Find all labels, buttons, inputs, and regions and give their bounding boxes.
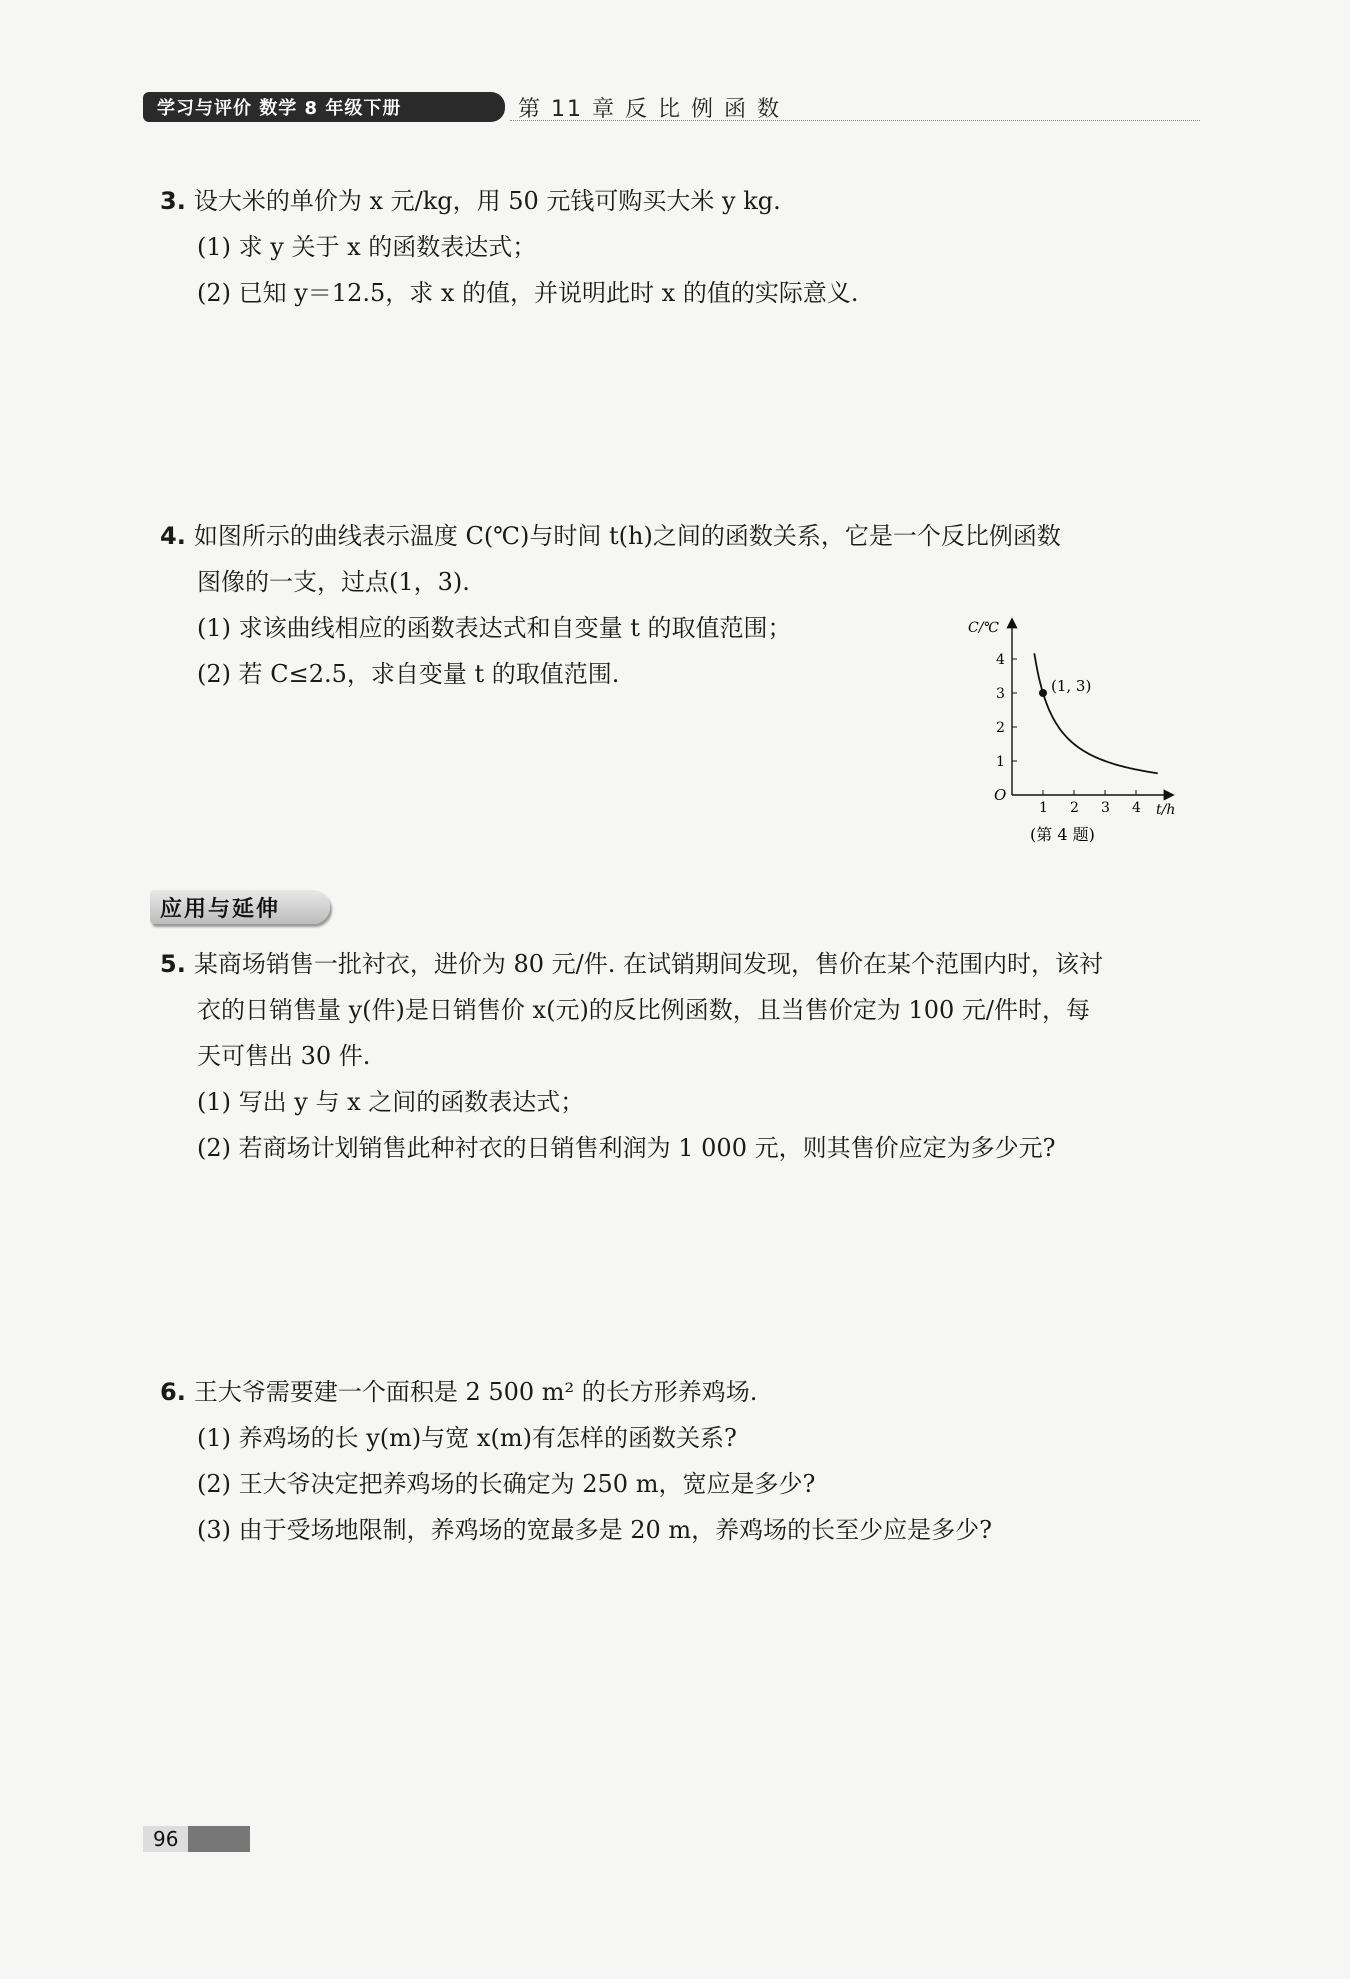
page-number: 96 bbox=[143, 1826, 250, 1852]
origin-label: O bbox=[994, 786, 1007, 804]
question-text: 王大爷需要建一个面积是 2 500 m² 的长方形养鸡场. bbox=[193, 1378, 758, 1406]
y-tick-label: 3 bbox=[996, 686, 1005, 702]
y-tick-label: 1 bbox=[996, 754, 1005, 770]
question-text-continued: 图像的一支，过点(1，3). bbox=[197, 568, 470, 596]
sub-question-1: (1) 求该曲线相应的函数表达式和自变量 t 的取值范围； bbox=[197, 614, 792, 642]
point-1-3 bbox=[1039, 689, 1047, 697]
x-tick-label: 1 bbox=[1039, 800, 1048, 816]
question-4-graph bbox=[960, 610, 1190, 855]
x-tick-label: 2 bbox=[1070, 800, 1079, 816]
sub-question-2: (2) 若商场计划销售此种衬衣的日销售利润为 1 000 元，则其售价应定为多少元? bbox=[197, 1134, 1056, 1162]
point-label: (1, 3) bbox=[1051, 677, 1092, 695]
x-axis-label: t/h bbox=[1156, 802, 1176, 818]
inverse-curve bbox=[1034, 653, 1157, 773]
section-heading: 应用与延伸 bbox=[150, 890, 330, 924]
sub-question-2: (2) 王大爷决定把养鸡场的长确定为 250 m，宽应是多少? bbox=[197, 1470, 816, 1498]
y-tick-label: 4 bbox=[996, 652, 1005, 668]
x-tick-label: 4 bbox=[1132, 800, 1141, 816]
question-text: 某商场销售一批衬衣，进价为 80 元/件. 在试销期间发现，售价在某个范围内时，该衬 bbox=[193, 950, 1103, 978]
question-text: 设大米的单价为 x 元/kg，用 50 元钱可购买大米 y kg. bbox=[193, 187, 781, 215]
question-text-continued: 衣的日销售量 y(件)是日销售价 x(元)的反比例函数，且当售价定为 100 元/件时，每 bbox=[197, 996, 1090, 1024]
figure-caption: (第 4 题) bbox=[1030, 825, 1095, 844]
chapter-title: 第 11 章 反 比 例 函 数 bbox=[518, 97, 781, 122]
header-divider bbox=[510, 120, 1200, 121]
question-number: 3. bbox=[160, 187, 186, 215]
sub-question-1: (1) 写出 y 与 x 之间的函数表达式； bbox=[197, 1088, 585, 1116]
question-5 bbox=[160, 941, 1103, 1171]
question-6 bbox=[160, 1369, 992, 1553]
question-number: 5. bbox=[160, 950, 186, 978]
sub-question-3: (3) 由于受场地限制，养鸡场的宽最多是 20 m，养鸡场的长至少应是多少? bbox=[197, 1516, 993, 1544]
y-tick-label: 2 bbox=[996, 720, 1005, 736]
question-4 bbox=[160, 513, 1061, 697]
question-number: 6. bbox=[160, 1378, 186, 1406]
y-axis-label: C/℃ bbox=[968, 620, 1000, 636]
graph-svg bbox=[960, 610, 1190, 855]
question-number: 4. bbox=[160, 522, 186, 550]
question-text: 如图所示的曲线表示温度 C(℃)与时间 t(h)之间的函数关系，它是一个反比例函数 bbox=[193, 522, 1061, 550]
sub-question-1: (1) 养鸡场的长 y(m)与宽 x(m)有怎样的函数关系? bbox=[197, 1424, 737, 1452]
question-3 bbox=[160, 178, 858, 316]
question-text-continued: 天可售出 30 件. bbox=[197, 1042, 371, 1070]
x-tick-label: 3 bbox=[1101, 800, 1110, 816]
sub-question-2: (2) 若 C≤2.5，求自变量 t 的取值范围. bbox=[197, 660, 620, 688]
sub-question-2: (2) 已知 y＝12.5，求 x 的值，并说明此时 x 的值的实际意义. bbox=[197, 279, 859, 307]
book-header: 学习与评价 数学 8 年级下册 bbox=[143, 92, 505, 122]
sub-question-1: (1) 求 y 关于 x 的函数表达式； bbox=[197, 233, 537, 261]
